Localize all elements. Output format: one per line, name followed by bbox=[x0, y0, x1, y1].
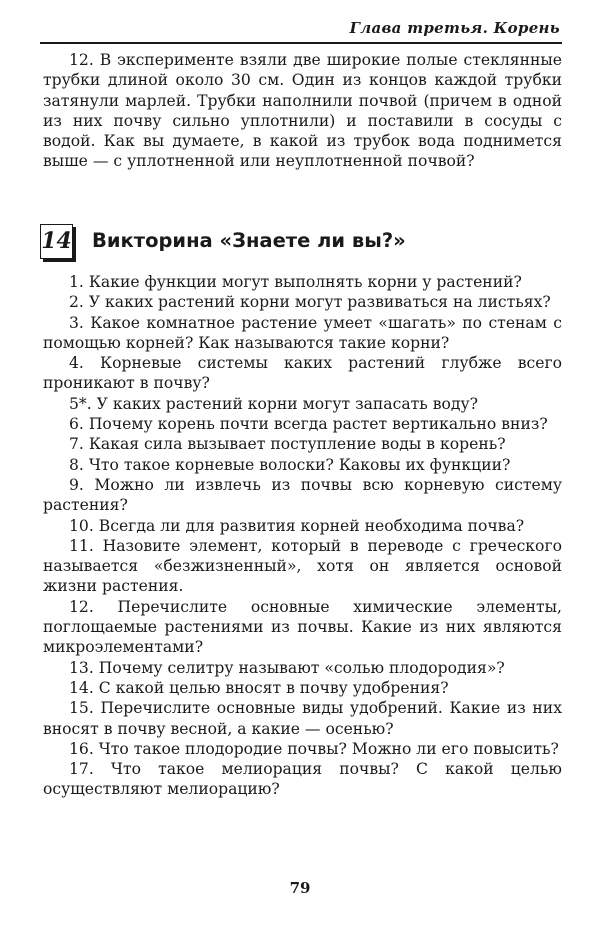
section-heading bbox=[40, 224, 562, 264]
intro-paragraph: 12. В эксперименте взяли две широкие полые стеклянные трубки длиной около 30 см. Один из концов каждой трубки затянули марлей. Трубки наполнили почвой (причем в одной из них почву сильно уплотнили) и поставили в сосуды с водой. Как вы думаете, в какой из трубок вода поднимется выше — с уплотненной или неуплотненной почвой? bbox=[43, 51, 562, 171]
question-item: 14. С какой целью вносят в почву удобрения? bbox=[69, 678, 449, 697]
page-number: 79 bbox=[289, 879, 311, 897]
question-item: 8. Что такое корневые волоски? Каковы их функции? bbox=[69, 455, 511, 474]
question-item: 13. Почему селитру называют «солью плодородия»? bbox=[69, 658, 505, 677]
question-item: 17. Что такое мелиорация почвы? С какой целью осуществляют мелиорацию? bbox=[43, 760, 562, 799]
question-item: 2. У каких растений корни могут развиваться на листьях? bbox=[69, 293, 551, 312]
section-number-badge: 14 bbox=[40, 224, 73, 259]
question-item: 11. Назовите элемент, который в переводе с греческого называется «безжизненный», хотя он является основой жизни растения. bbox=[43, 536, 562, 596]
question-item: 12. Перечислите основные химические элементы, поглощаемые растениями из почвы. Какие из них являются микроэлементами? bbox=[43, 597, 562, 657]
question-item: 5*. У каких растений корни могут запасать воду? bbox=[69, 394, 479, 413]
question-list bbox=[43, 272, 562, 800]
question-item: 9. Можно ли извлечь из почвы всю корневую систему растения? bbox=[43, 475, 562, 515]
question-item: 6. Почему корень почти всегда растет вертикально вниз? bbox=[69, 415, 548, 434]
intro-block bbox=[43, 50, 562, 172]
question-item: 15. Перечислите основные виды удобрений. Какие из них вносят в почву весной, а какие — осенью? bbox=[43, 699, 562, 738]
question-item: 10. Всегда ли для развития корней необходима почва? bbox=[69, 516, 525, 535]
question-item: 4. Корневые системы каких растений глубже всего проникают в почву? bbox=[43, 354, 562, 393]
question-item: 7. Какая сила вызывает поступление воды в корень? bbox=[69, 435, 506, 454]
section-title: Викторина «Знаете ли вы?» bbox=[92, 229, 406, 252]
question-item: 16. Что такое плодородие почвы? Можно ли его повысить? bbox=[69, 739, 559, 758]
header-rule bbox=[40, 42, 562, 44]
question-item: 3. Какое комнатное растение умеет «шагать» по стенам с помощью корней? Как называются такие корни? bbox=[43, 313, 562, 352]
question-item: 1. Какие функции могут выполнять корни у растений? bbox=[69, 273, 522, 291]
running-head: Глава третья. Корень bbox=[349, 19, 560, 37]
